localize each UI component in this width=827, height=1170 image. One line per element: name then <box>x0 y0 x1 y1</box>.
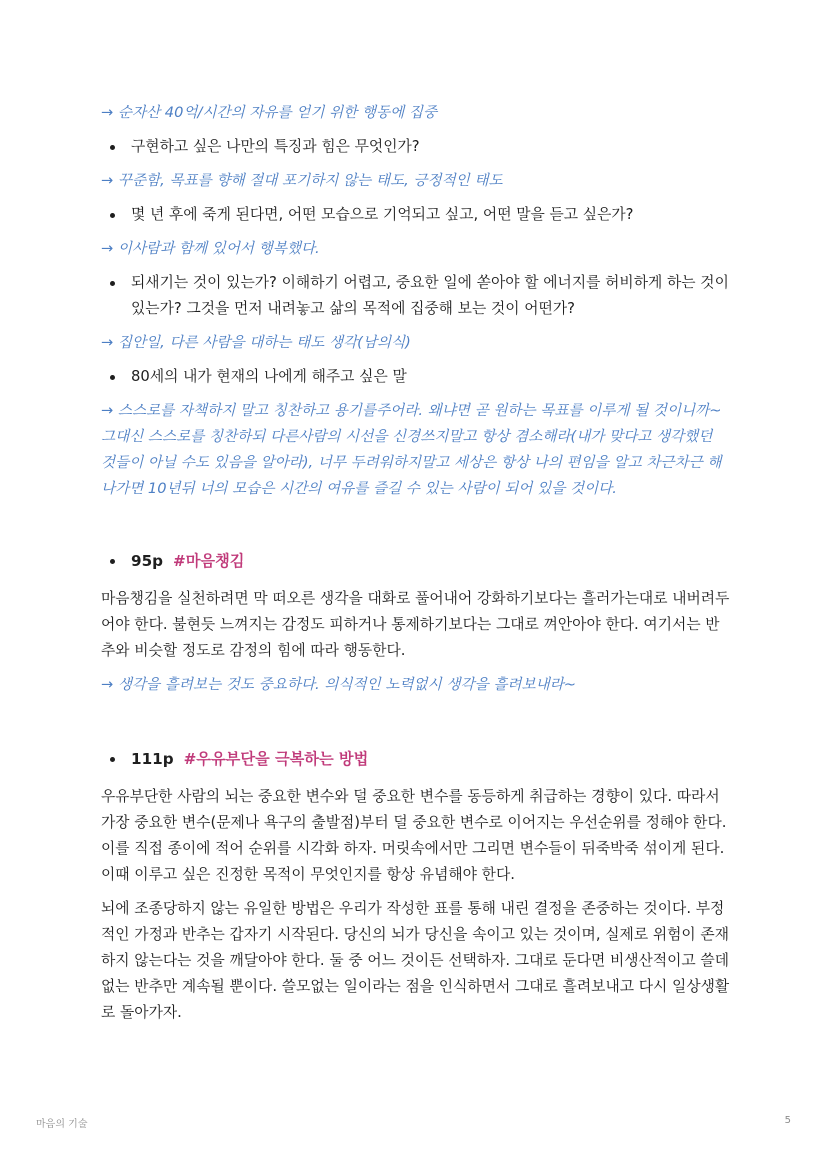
mindfulness-body: 마음챙김을 실천하려면 막 떠오른 생각을 대화로 풀어내어 강화하기보다는 흘러가는대로 내버려두어야 한다. 불현듯 느껴지는 감정도 피하거나 통제하기보다는 그대로 껴안아야 한다. 여기서는 반추와 비슷할 정도로 감정의 힘에 따라 행동한다. <box>101 590 730 659</box>
answer-strengths: → 꾸준함, 목표를 향해 절대 포기하지 않는 태도, 긍정적인 태도 <box>101 172 503 189</box>
question-age-80: 80세의 내가 현재의 나에게 해주고 싶은 말 <box>101 364 731 390</box>
question-remembered: 몇 년 후에 죽게 된다면, 어떤 모습으로 기억되고 싶고, 어떤 말을 듣고 싶은가? <box>101 202 731 228</box>
section-heading-indecision <box>101 746 731 772</box>
answer-net-worth: → 순자산 40억/시간의 자유를 얻기 위한 행동에 집중 <box>101 104 438 121</box>
section-page-ref: 95p <box>131 552 164 570</box>
section-heading-mindfulness <box>101 548 731 574</box>
question-strengths: 구현하고 싶은 나만의 특징과 힘은 무엇인가? <box>101 134 731 160</box>
footer-title: 마음의 기술 <box>36 1119 88 1130</box>
mindfulness-note: → 생각을 흘려보는 것도 중요하다. 의식적인 노력없시 생각을 흘려보내라~ <box>101 676 577 693</box>
answer-letting-go: → 집안일, 다른 사람을 대하는 태도 생각(남의식) <box>101 334 411 351</box>
section-page-ref: 111p <box>131 750 174 768</box>
indecision-paragraph-1: 우유부단한 사람의 뇌는 중요한 변수와 덜 중요한 변수를 동등하게 취급하는 경향이 있다. 따라서 가장 중요한 변수(문제나 욕구의 출발점)부터 덜 중요한 변수로 이어지는 우선순위를 정해야 한다. 이를 직접 종이에 적어 순위를 시각화 하자. 머릿속에서만 그리면 변수들이 뒤죽박죽 섞이게 된다. 이때 이루고 싶은 진정한 목적이 무엇인지를 항상 유념해야 한다. <box>101 788 727 883</box>
document-body <box>101 100 731 1034</box>
answer-age-80: → 스스로를 자책하지 말고 칭찬하고 용기를주어라. 왜냐면 곧 원하는 목표를 이루게 될 것이니까~ 그대신 스스로를 칭찬하되 다른사람의 시선을 신경쓰지말고 항상 겸소해라(내가 맞다고 생각했던 것들이 아닐 수도 있음을 알아라), 너무 두려워하지말고 세상은 항상 나의 편임을 알고 차근차근 해나가면 10년뒤 너의 모습은 시간의 여유를 즐길 수 있는 사람이 되어 있을 것이다. <box>101 402 722 497</box>
indecision-paragraph-2: 뇌에 조종당하지 않는 유일한 방법은 우리가 작성한 표를 통해 내린 결정을 존중하는 것이다. 부정적인 가정과 반추는 갑자기 시작된다. 당신의 뇌가 당신을 속이고 있는 것이며, 실제로 위험이 존재하지 않는다는 것을 깨달아야 한다. 둘 중 어느 것이든 선택하자. 그대로 둔다면 비생산적이고 쓸데없는 반추만 계속될 뿐이다. 쓸모없는 일이라는 점을 인식하면서 그대로 흘려보내고 다시 일상생활로 돌아가자. <box>101 900 730 1021</box>
section-hashtag: #마음챙김 <box>173 552 245 570</box>
page-number: 5 <box>784 1115 791 1126</box>
answer-remembered: → 이사람과 함께 있어서 행복했다. <box>101 240 320 257</box>
question-letting-go: 되새기는 것이 있는가? 이해하기 어렵고, 중요한 일에 쏟아야 할 에너지를 허비하게 하는 것이 있는가? 그것을 먼저 내려놓고 삶의 목적에 집중해 보는 것이 어떤가? <box>101 270 731 322</box>
section-hashtag: #우유부단을 극복하는 방법 <box>183 750 369 768</box>
